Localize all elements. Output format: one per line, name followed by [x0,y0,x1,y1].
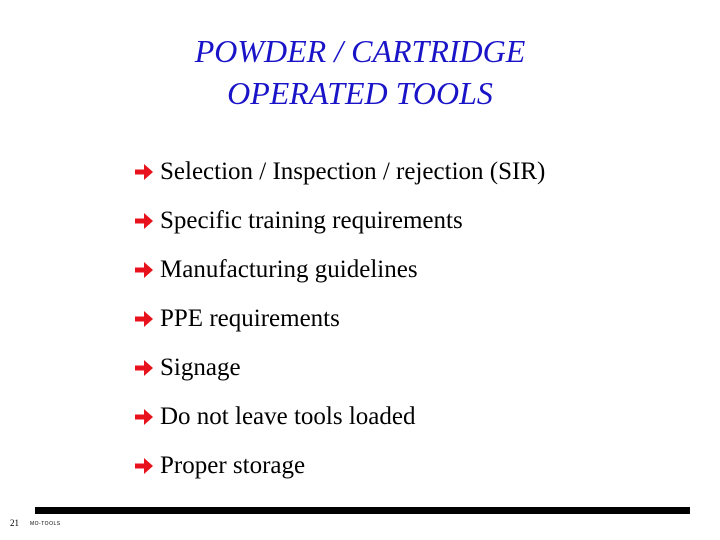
bullet-item [133,245,545,294]
slide-title-line-2: OPERATED TOOLS [227,75,493,111]
bullet-text: Proper storage [160,451,306,479]
bullet-item [133,196,545,245]
right-arrow-icon [133,357,155,379]
right-arrow-icon [133,455,155,477]
bullet-text: PPE requirements [160,304,340,332]
right-arrow-icon [133,406,155,428]
right-arrow-icon [133,259,155,281]
bullet-text: Manufacturing guidelines [160,255,418,283]
bullet-item [133,343,545,392]
footer-label: MO-TOOLS [30,521,61,527]
bullet-item [133,441,545,490]
bullet-item [133,392,545,441]
right-arrow-icon [133,161,155,183]
bullet-text: Signage [160,353,241,381]
slide-title-line-1: POWDER / CARTRIDGE [194,33,526,69]
footer-divider [35,507,690,514]
bullet-text: Selection / Inspection / rejection (SIR) [160,157,546,185]
bullet-list [133,147,545,490]
bullet-text: Do not leave tools loaded [160,402,416,430]
right-arrow-icon [133,210,155,232]
bullet-text: Specific training requirements [160,206,463,234]
slide-title [0,30,720,114]
bullet-item [133,147,545,196]
right-arrow-icon [133,308,155,330]
bullet-item [133,294,545,343]
slide-number: 21 [10,518,19,528]
